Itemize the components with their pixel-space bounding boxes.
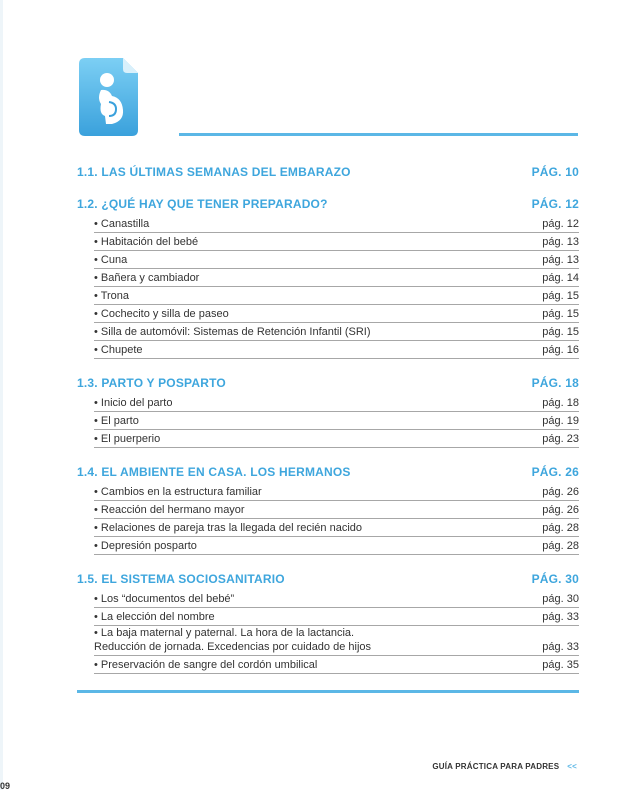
entry-label: • Trona [94, 290, 130, 302]
section-title: 1.4. EL AMBIENTE EN CASA. LOS HERMANOS [77, 465, 351, 479]
toc-entry[interactable] [94, 323, 579, 341]
pregnant-woman-icon [79, 58, 138, 136]
entry-page: pág. 15 [542, 290, 579, 302]
entry-page: pág. 16 [542, 344, 579, 356]
section-title: 1.3. PARTO Y POSPARTO [77, 376, 226, 390]
section-heading[interactable] [77, 571, 579, 587]
top-divider [179, 133, 578, 136]
section-heading[interactable] [77, 196, 579, 212]
toc-entry[interactable] [94, 394, 579, 412]
section-items [94, 215, 579, 359]
entry-label: • Relaciones de pareja tras la llegada del recién nacido [94, 522, 363, 534]
toc-section [77, 571, 579, 674]
section-title: 1.1. LAS ÚLTIMAS SEMANAS DEL EMBARAZO [77, 165, 351, 179]
toc-entry[interactable] [94, 626, 579, 656]
entry-page: pág. 13 [542, 254, 579, 266]
toc-entry[interactable] [94, 519, 579, 537]
entry-page: pág. 15 [542, 308, 579, 320]
entry-page: pág. 12 [542, 218, 579, 230]
entry-label: • Preservación de sangre del cordón umbilical [94, 659, 318, 671]
entry-page: pág. 35 [542, 659, 579, 671]
entry-label: • Cambios en la estructura familiar [94, 486, 262, 498]
section-page: PÁG. 26 [531, 465, 579, 479]
toc-entry[interactable] [94, 269, 579, 287]
entry-label: • Reacción del hermano mayor [94, 504, 245, 516]
section-heading[interactable] [77, 164, 579, 180]
section-title: 1.2. ¿QUÉ HAY QUE TENER PREPARADO? [77, 197, 328, 211]
entry-label: • Cuna [94, 254, 128, 266]
toc-section [77, 464, 579, 555]
toc-entry[interactable] [94, 537, 579, 555]
entry-label: • El puerperio [94, 433, 161, 445]
footer [432, 762, 577, 771]
entry-label: • El parto [94, 415, 139, 427]
page-number: 09 [0, 781, 11, 791]
toc-section [77, 164, 579, 180]
entry-page: pág. 33 [542, 641, 579, 653]
entry-page: pág. 18 [542, 397, 579, 409]
entry-label: • Canastilla [94, 218, 150, 230]
section-page: PÁG. 30 [531, 572, 579, 586]
chevron-left-icon: << [567, 762, 577, 771]
toc-entry[interactable] [94, 590, 579, 608]
entry-label: • Depresión posparto [94, 540, 197, 552]
table-of-contents [77, 164, 579, 690]
toc-entry[interactable] [94, 430, 579, 448]
toc-entry[interactable] [94, 287, 579, 305]
toc-entry[interactable] [94, 656, 579, 674]
entry-label: • Cochecito y silla de paseo [94, 308, 229, 320]
toc-entry[interactable] [94, 412, 579, 430]
toc-entry[interactable] [94, 501, 579, 519]
section-title: 1.5. EL SISTEMA SOCIOSANITARIO [77, 572, 285, 586]
entry-page: pág. 19 [542, 415, 579, 427]
toc-section [77, 375, 579, 448]
entry-label: • Habitación del bebé [94, 236, 199, 248]
toc-entry[interactable] [94, 305, 579, 323]
entry-label: • Chupete [94, 344, 143, 356]
footer-title: GUÍA PRÁCTICA PARA PADRES [432, 762, 560, 771]
entry-page: pág. 15 [542, 326, 579, 338]
entry-label: • Inicio del parto [94, 397, 173, 409]
section-heading[interactable] [77, 375, 579, 391]
entry-page: pág. 28 [542, 540, 579, 552]
section-items [94, 590, 579, 674]
section-items [94, 394, 579, 448]
entry-page: pág. 26 [542, 504, 579, 516]
entry-page: pág. 28 [542, 522, 579, 534]
toc-section [77, 196, 579, 359]
entry-label: • La elección del nombre [94, 611, 215, 623]
entry-page: pág. 13 [542, 236, 579, 248]
entry-page: pág. 23 [542, 433, 579, 445]
entry-label: • La baja maternal y paternal. La hora de la lactancia. Reducción de jornada. Excedencias por cuidado de hijos [94, 627, 372, 653]
page-edge [0, 0, 3, 790]
section-page: PÁG. 10 [531, 165, 579, 179]
section-items [94, 483, 579, 555]
bottom-divider [77, 690, 579, 693]
toc-entry[interactable] [94, 233, 579, 251]
entry-label: • Bañera y cambiador [94, 272, 200, 284]
section-page: PÁG. 18 [531, 376, 579, 390]
entry-page: pág. 30 [542, 593, 579, 605]
entry-label: • Silla de automóvil: Sistemas de Retención Infantil (SRI) [94, 326, 371, 338]
entry-page: pág. 26 [542, 486, 579, 498]
toc-entry[interactable] [94, 608, 579, 626]
entry-label: • Los “documentos del bebé” [94, 593, 235, 605]
toc-entry[interactable] [94, 215, 579, 233]
section-heading[interactable] [77, 464, 579, 480]
toc-entry[interactable] [94, 483, 579, 501]
entry-page: pág. 33 [542, 611, 579, 623]
section-page: PÁG. 12 [531, 197, 579, 211]
entry-page: pág. 14 [542, 272, 579, 284]
toc-entry[interactable] [94, 341, 579, 359]
toc-entry[interactable] [94, 251, 579, 269]
